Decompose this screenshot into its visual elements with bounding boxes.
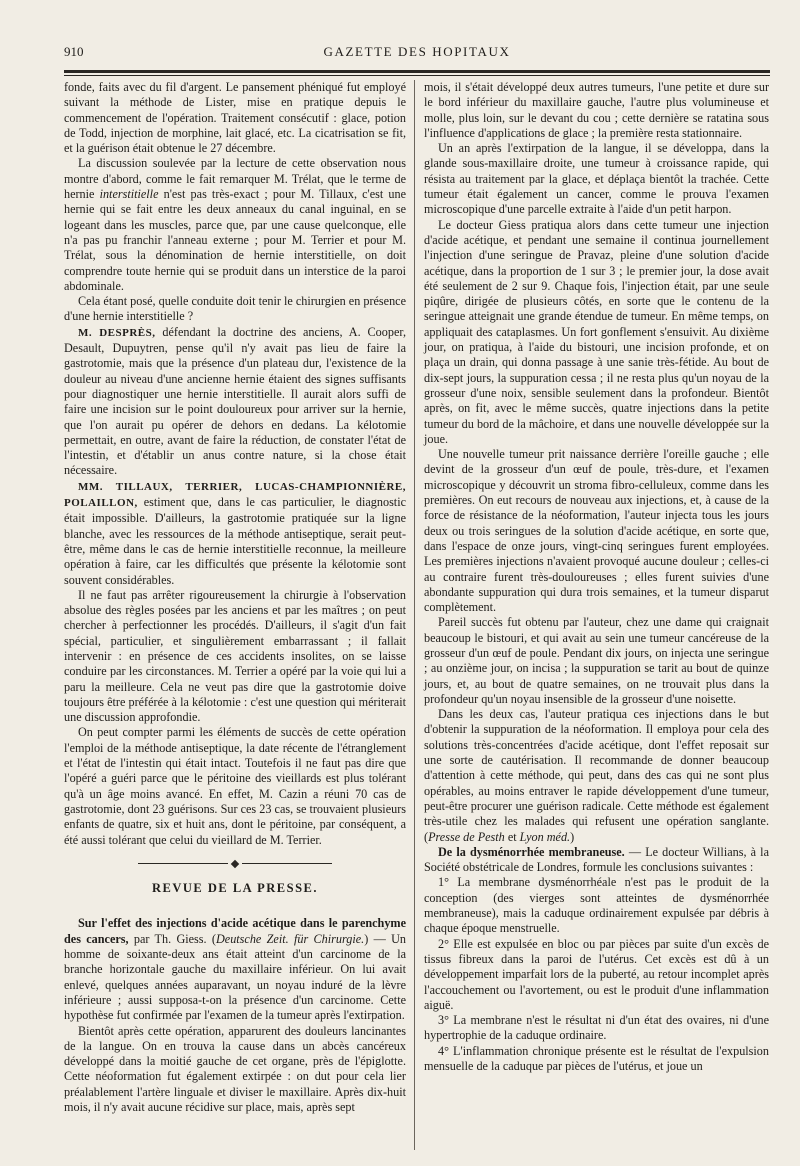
- numbered-conclusion: 4° L'inflammation chronique présente est le résultat de l'expulsion mensuelle de la caduque par pièces de l'utérus, et joue un: [424, 1043, 769, 1073]
- article-title: De la dysménorrhée membraneuse.: [438, 844, 625, 859]
- paragraph: Une nouvelle tumeur prit naissance derrière l'oreille gauche ; elle devint de la grosseur d'un œuf de poule, très-dure, et l'examen microscopique y découvrit un stroma fibro-celluleux, comme dans les premières. On eut recours de nouveau aux injections, et, à cause de la force de résistance de la néoformation, l'auteur injecta tous les jours deux ou trois seringues de la solution d'acide acétique, en sorte que, dans l'espace de onze jours, vingt-cinq seringues furent employées. Les premières injections n'avaient provoqué aucune douleur ; celles-ci au contraire furent très-douloureuses ; elles furent suivies d'une abondante suppuration qui dura trois semaines, et la tumeur disparut complètement.: [424, 447, 769, 615]
- paragraph: On peut compter parmi les éléments de succès de cette opération l'emploi de la méthode antiseptique, la date récente de l'étranglement et l'état de l'intestin qui était intact. Toutefois il ne faut pas dire que l'opéré a guéri parce que le péritoine des vieillards est plus tolérant qu'à un âge moins avancé. En effet, M. Cazin a réuni 70 cas de gastrotomie, dont 23 guérisons. Sur ces 23 cas, se trouvaient plusieurs enfants de quatre, six et huit ans, dont le péritoine, par conséquent, a été aussi tolérant que celui du vieillard de M. Terrier.: [64, 725, 406, 847]
- paragraph: Un an après l'extirpation de la langue, il se développa, dans la glande sous-maxillaire droite, une tumeur à croissance rapide, qui résista au traitement par la glace, et déplaça bientôt la trachée. Cette tumeur était également un cancer, comme le prouva l'examen microscopique d'une parcelle extraite à l'aide d'un petit harpon.: [424, 141, 769, 217]
- journal-title: GAZETTE DES HOPITAUX: [323, 44, 511, 59]
- paragraph: fonde, faits avec du fil d'argent. Le pansement phéniqué fut employé suivant la méthode de Lister, mise en pratique depuis le commencement de l'opération. Traitement consécutif : glace, potion de Todd, injection de morphine, lait glacé, etc. La cicatrisation se fit, et la guérison était obtenue le 27 décembre.: [64, 80, 406, 156]
- numbered-conclusion: 1° La membrane dysménorrhéale n'est pas le produit de la conception (des vierges sont atteintes de dysménorrhée membraneuse), mais la caduque ordinairement expulsée par débris à chaque époque menstruelle.: [424, 875, 769, 936]
- numbered-conclusion: 3° La membrane n'est le résultat ni d'un état des ovaires, ni d'une hypertrophie de la caduque ordinaire.: [424, 1013, 769, 1043]
- text-run: ): [570, 829, 575, 844]
- paragraph: Bientôt après cette opération, apparurent des douleurs lancinantes de la langue. On en trouva la cause dans un abcès cancéreux développé dans la moitié gauche de cet organe, près de l'épiglotte. Cette néoformation fut également extirpée : on dut pour cela lier préalablement l'artère linguale et diviser le maxillaire. Après dix-huit mois, il n'y avait aucune récidive sur place, mais, après sept: [64, 1023, 406, 1114]
- speaker-name: M. DESPRÈS,: [78, 326, 156, 339]
- header-rule-thick: [64, 70, 770, 73]
- page-number: 910: [64, 44, 84, 59]
- speaker-names: MM. TILLAUX, TERRIER, LUCAS-CHAMPIONNIÈRE, POLAILLON,: [64, 480, 406, 510]
- source-citation: Deutsche Zeit. für Chirurgie.: [215, 931, 365, 946]
- text-run: — Le docteur Willians, à la Société obstétricale de Londres, formule les conclusions suivantes :: [424, 844, 769, 875]
- paragraph: [64, 156, 406, 294]
- divider-diamond: [231, 860, 239, 868]
- numbered-conclusion: 2° Elle est expulsée en bloc ou par pièces par suite d'un excès de tissus fibreux dans la paroi de l'utérus. Cet excès est dû à un développement imparfait lors de la puberté, au retour incomplet après l'accouchement ou l'avortement, ou est le produit d'une inflammation aiguë.: [424, 936, 769, 1012]
- text-run: La discussion soulevée par la lecture de cette observation nous montre d'abord, comme le fait remarquer M. Trélat, que le terme de hernie: [64, 156, 406, 202]
- text-run: par Th. Giess. (: [128, 931, 216, 946]
- paragraph: [64, 479, 406, 588]
- paragraph: mois, il s'était développé deux autres tumeurs, l'une petite et dure sur le bord inférieur du maxillaire gauche, l'autre plus volumineuse et molle, plus loin, sur le devant du cou ; cette dernière se ratatina sous l'influence d'applications de glace ; la première resta stationnaire.: [424, 80, 769, 140]
- paragraph: [424, 707, 769, 845]
- ornamental-divider: [64, 856, 406, 871]
- paragraph: Il ne faut pas arrêter rigoureusement la chirurgie à l'observation absolue des règles posées par les anciens et par les maîtres ; on peut chercher à perfectionner les procédés. D'ailleurs, il s'agit d'un fait spécial, particulier, et singulièrement embarrassant ; il fallait intervenir : en présence de ces accidents insolites, on se laisse conduire par les circonstances. M. Terrier a opéré par la voie qui lui a paru la meilleure. Cela ne veut pas dire que la gastrotomie doive toujours être préférée à la kélotomie : c'est une question qui mériterait une discussion approfondie.: [64, 587, 406, 725]
- right-column: [424, 80, 769, 1074]
- article-paragraph: [424, 845, 769, 876]
- header-rule-thin: [64, 75, 770, 76]
- source-citation: Presse de Pesth: [428, 829, 505, 844]
- article-paragraph: [64, 916, 406, 1023]
- column-divider: [414, 80, 415, 1150]
- divider-line: [138, 863, 228, 864]
- text-run: estiment que, dans le cas particulier, le diagnostic était impossible. D'ailleurs, la gastrotomie pratiquée sur la ligne blanche, avec les ressources de la méthode antiseptique, serait peut-être, même dans le cas de hernie interstitielle reconnue, la meilleure opération à faire, car les difficultés que présente la kélotomie sont souvent considérables.: [64, 495, 406, 587]
- text-run: ) — Un homme de soixante-deux ans était atteint d'un carcinome de la branche horizontale gauche du maxillaire inférieur. On lui avait enlevé, quelques années auparavant, un noyau induré de la lèvre inférieure ; aussi supposa-t-on la présence d'un carcinome. Cette hypothèse fut confirmée par l'examen de la tumeur après l'extirpation.: [64, 931, 406, 1023]
- article-title: Sur l'effet des injections d'acide acétique dans le parenchyme des cancers,: [64, 916, 406, 946]
- text-run: Dans les deux cas, l'auteur pratiqua ces injections dans le but d'obtenir la suppuration de la néoformation. Il employa pour cela des solutions très-concentrées d'acide acétique, dont l'effet reposait sur une sorte de cautérisation. Il recommande de donner beaucoup d'attention à cette méthode, qui peut, dans des cas qui ne sont plus opérables, au moins entraver le rapide développement d'une tumeur, peut-être procurer une guérison radicale. Cette méthode est également très-utile chez les malades qui refusent une opération sanglante. (: [424, 707, 769, 844]
- paragraph: Le docteur Giess pratiqua alors dans cette tumeur une injection d'acide acétique, et pendant une semaine il continua journellement l'injection d'une seringue de Pravaz, pleine d'une solution d'acide acétique, dans la proportion de 1 sur 3 ; le premier jour, la dose avait été seulement de 2 sur 9. Chaque fois, l'injection était, par une seule piqûre, dirigée de plusieurs côtés, en sorte que le contenu de la seringue atteignait une grande étendue de tumeur. En même temps, on appliquait des cataplasmes. Un fort gonflement s'ensuivit. Au dixième jour, on pratiqua, à l'aide du bistouri, une incision profonde, et on plaça un drain, qui donna passage à une sanie très-fétide. Au bout de dix-sept jours, la suppuration cessa ; il ne resta plus qu'un noyau de la grosseur d'une noix, sensible seulement dans la profondeur. Bientôt après, on fit, avec le même succès, quatre injections dans la petite tumeur du bord de la mâchoire, et dans une nouvelle développée sur la joue.: [424, 217, 769, 446]
- divider-line: [242, 863, 332, 864]
- paragraph: Pareil succès fut obtenu par l'auteur, chez une dame qui craignait beaucoup le bistouri, et qui avait au sein une tumeur cancéreuse de la grosseur d'un œuf de poule. Pendant dix jours, on injecta une seringue ; au onzième jour, on incisa ; la suppuration se tarit au bout de quinze jours, et, au bout de quatre semaines, on ne trouvait plus dans la profondeur qu'un noyau insensible de la grosseur d'une noisette.: [424, 615, 769, 706]
- source-citation: Lyon méd.: [519, 829, 571, 844]
- page-header: [64, 40, 770, 64]
- text-run: et: [504, 829, 520, 844]
- paragraph: Cela étant posé, quelle conduite doit tenir le chirurgien en présence d'une hernie interstitielle ?: [64, 294, 406, 324]
- italic-term: interstitielle: [99, 187, 159, 202]
- section-heading: REVUE DE LA PRESSE.: [151, 881, 319, 896]
- text-run: défendant la doctrine des anciens, A. Cooper, Desault, Dupuytren, pense qu'il n'y avait pas lieu de faire la gastrotomie, mais que la présence d'un plateau dur, l'existence de la douleur au niveau d'une ancienne hernie étaient des signes suffisants pour diagnostiquer une hernie interstitielle. Il aurait alors suffi de faire une incision sur le point douloureux pour arriver sur la hernie, que l'on aurait pu opérer de dehors en dedans. La kélotomie permettait, en outre, avant de faire la réduction, de constater l'état de l'intestin, et d'établir un anus contre nature, si la chose était nécessaire.: [64, 324, 406, 478]
- left-column: [64, 80, 406, 1115]
- paragraph: [64, 325, 406, 479]
- text-run: n'est pas très-exact ; pour M. Tillaux, c'est une hernie qui se fait entre les deux anneaux du canal inguinal, en se logeant dans les muscles, parce que, par une cause quelconque, elle n'a pas pu franchir l'anneau externe ; pour M. Terrier et pour M. Trélat, sous la dénomination de hernie interstitielle, on doit comprendre toute hernie qui se produit dans un interstice de la paroi abdominale.: [64, 187, 406, 293]
